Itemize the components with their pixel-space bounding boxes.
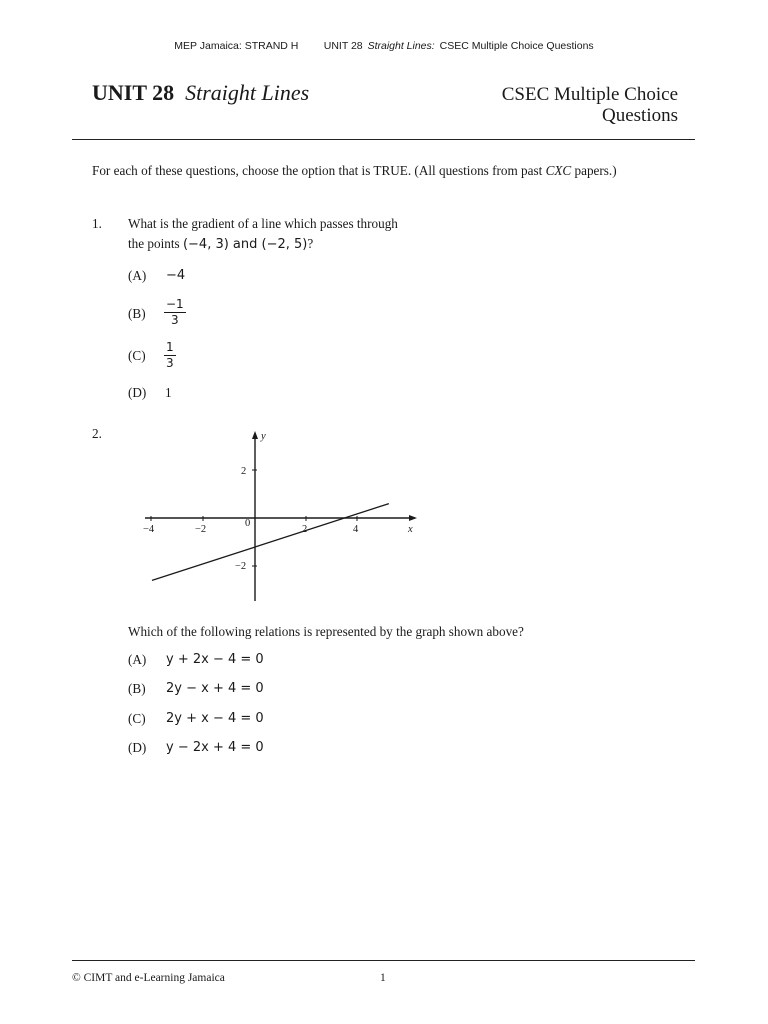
footer-rule: [72, 960, 695, 961]
running-unit: UNIT 28: [323, 40, 363, 52]
instructions-cxc: CXC: [545, 163, 572, 178]
q1-option-d-value: 1: [165, 385, 172, 400]
q2-option-a-expression: y + 2x − 4 = 0: [166, 652, 264, 667]
q2-option-d-expression: y − 2x + 4 = 0: [166, 740, 264, 755]
instructions-text: For each of these questions, choose the option that is TRUE. (All questions from past: [92, 163, 546, 178]
running-topic: Straight Lines:: [367, 40, 435, 52]
q2-option-c-expression: 2y + x − 4 = 0: [166, 711, 264, 726]
question-2-text: Which of the following relations is represented by the graph shown above?: [128, 624, 524, 639]
q2-option-b-expression: 2y − x + 4 = 0: [166, 681, 264, 696]
q1-option-b-denominator: 3: [171, 313, 179, 327]
x-axis-label: x: [408, 524, 413, 535]
section-label: [418, 84, 678, 126]
footer-copyright: © CIMT and e-Learning Jamaica: [72, 972, 225, 984]
q1-option-b-label: (B): [128, 306, 146, 321]
section-label-line1: CSEC Multiple Choice: [501, 84, 678, 105]
running-header: [0, 40, 768, 52]
q1-option-a-value: −4: [166, 268, 186, 283]
y-axis-label: y: [261, 431, 266, 442]
question-1-number: 1.: [92, 216, 102, 231]
page-number: 1: [380, 972, 386, 984]
q2-option-d-label: (D): [128, 740, 147, 755]
unit-number: UNIT 28: [92, 80, 175, 105]
x-axis-arrow-icon: [409, 515, 417, 521]
q1-option-d-label: (D): [128, 385, 147, 400]
q2-option-a-label: (A): [128, 652, 147, 667]
y-axis-arrow-icon: [252, 431, 258, 439]
q1-option-c-denominator: 3: [166, 356, 174, 370]
y-tick-label-2: 2: [241, 466, 247, 477]
q2-option-c-label: (C): [128, 711, 146, 726]
question-1-point1: (−4, 3): [182, 237, 229, 252]
section-label-line2: Questions: [602, 105, 678, 126]
question-2-number: 2.: [92, 426, 102, 441]
q1-option-c-fraction: [164, 340, 176, 371]
x-tick-label-minus4: −4: [143, 524, 155, 535]
question-1-line2: [128, 236, 313, 252]
q2-option-b-label: (B): [128, 681, 146, 696]
straight-line-graph: [135, 425, 435, 610]
running-strand: MEP Jamaica: STRAND H: [174, 40, 299, 52]
question-1-point2: (−2, 5): [261, 237, 308, 252]
q1-option-b-numerator: −1: [166, 297, 184, 311]
running-section: CSEC Multiple Choice Questions: [439, 40, 594, 52]
x-tick-label-4: 4: [353, 524, 359, 535]
q1-option-a-label: (A): [128, 268, 147, 283]
x-tick-label-minus2: −2: [195, 524, 207, 535]
instructions: [92, 163, 617, 179]
origin-label: 0: [245, 518, 251, 529]
q1-option-c-numerator: 1: [166, 340, 174, 354]
q1-option-b-fraction: [164, 297, 186, 328]
question-1-points-prefix: the points: [128, 236, 183, 251]
graphed-line: [152, 504, 389, 581]
question-1-line1: What is the gradient of a line which passes through: [128, 216, 398, 231]
header-rule: [72, 139, 695, 140]
unit-topic: Straight Lines: [185, 80, 310, 105]
q1-option-c-label: (C): [128, 348, 146, 363]
instructions-end: papers.): [571, 163, 617, 178]
page-title: [92, 80, 309, 106]
question-1-qmark: ?: [307, 236, 314, 251]
x-tick-label-2: 2: [302, 524, 308, 535]
question-1-and: and: [228, 237, 262, 252]
y-tick-label-minus2: −2: [235, 561, 247, 572]
